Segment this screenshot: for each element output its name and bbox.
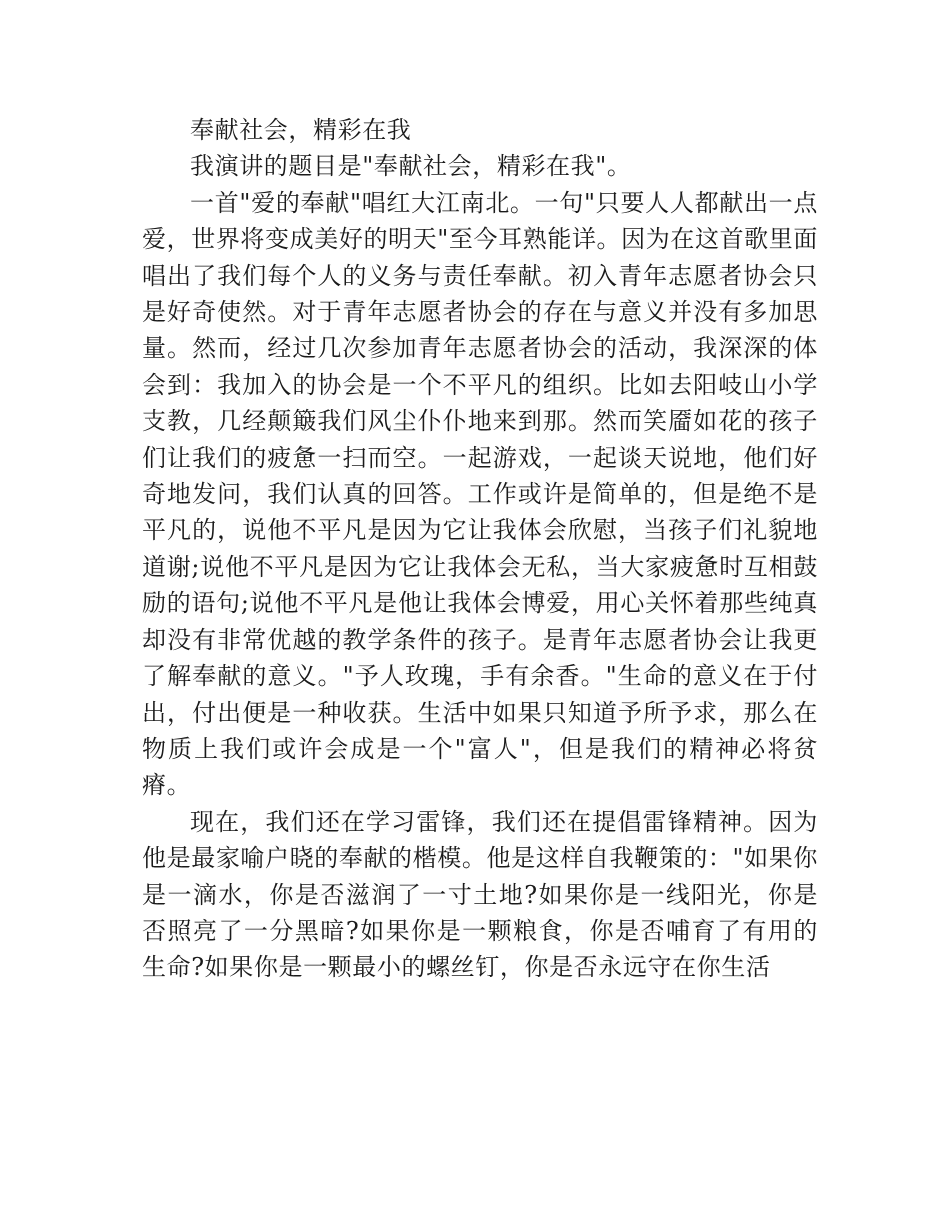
paragraph-3: 现在，我们还在学习雷锋，我们还在提倡雷锋精神。因为他是最家喻户晓的奉献的楷模。他是这样自我鞭策的："如果你是一滴水，你是否滋润了一寸土地?如果你是一线阳光，你是否照亮了一分黑暗?如果你是一颗粮食，你是否哺育了有用的生命?如果你是一颗最小的螺丝钉，你是否永远守在你生活 <box>142 807 818 982</box>
paragraph-1: 我演讲的题目是"奉献社会，精彩在我"。 <box>190 152 632 181</box>
paragraph-2: 一首"爱的奉献"唱红大江南北。一句"只要人人都献出一点爱，世界将变成美好的明天"至今耳熟能详。因为在这首歌里面唱出了我们每个人的义务与责任奉献。初入青年志愿者协会只是好奇使然。对于青年志愿者协会的存在与意义并没有多加思量。然而，经过几次参加青年志愿者协会的活动，我深深的体会到：我加入的协会是一个不平凡的组织。比如去阳岐山小学支教，几经颠簸我们风尘仆仆地来到那。然而笑靥如花的孩子们让我们的疲惫一扫而空。一起游戏，一起谈天说地，他们好奇地发问，我们认真的回答。工作或许是简单的，但是绝不是平凡的，说他不平凡是因为它让我体会欣慰，当孩子们礼貌地道谢;说他不平凡是因为它让我体会无私，当大家疲惫时互相鼓励的语句;说他不平凡是他让我体会博爱，用心关怀着那些纯真却没有非常优越的教学条件的孩子。是青年志愿者协会让我更了解奉献的意义。"予人玫瑰，手有余香。"生命的意义在于付出，付出便是一种收获。生活中如果只知道予所予求，那么在物质上我们或许会成是一个"富人"，但是我们的精神必将贫瘠。 <box>142 188 818 800</box>
document-title: 奉献社会，精彩在我 <box>190 116 412 144</box>
document-body <box>142 112 818 986</box>
